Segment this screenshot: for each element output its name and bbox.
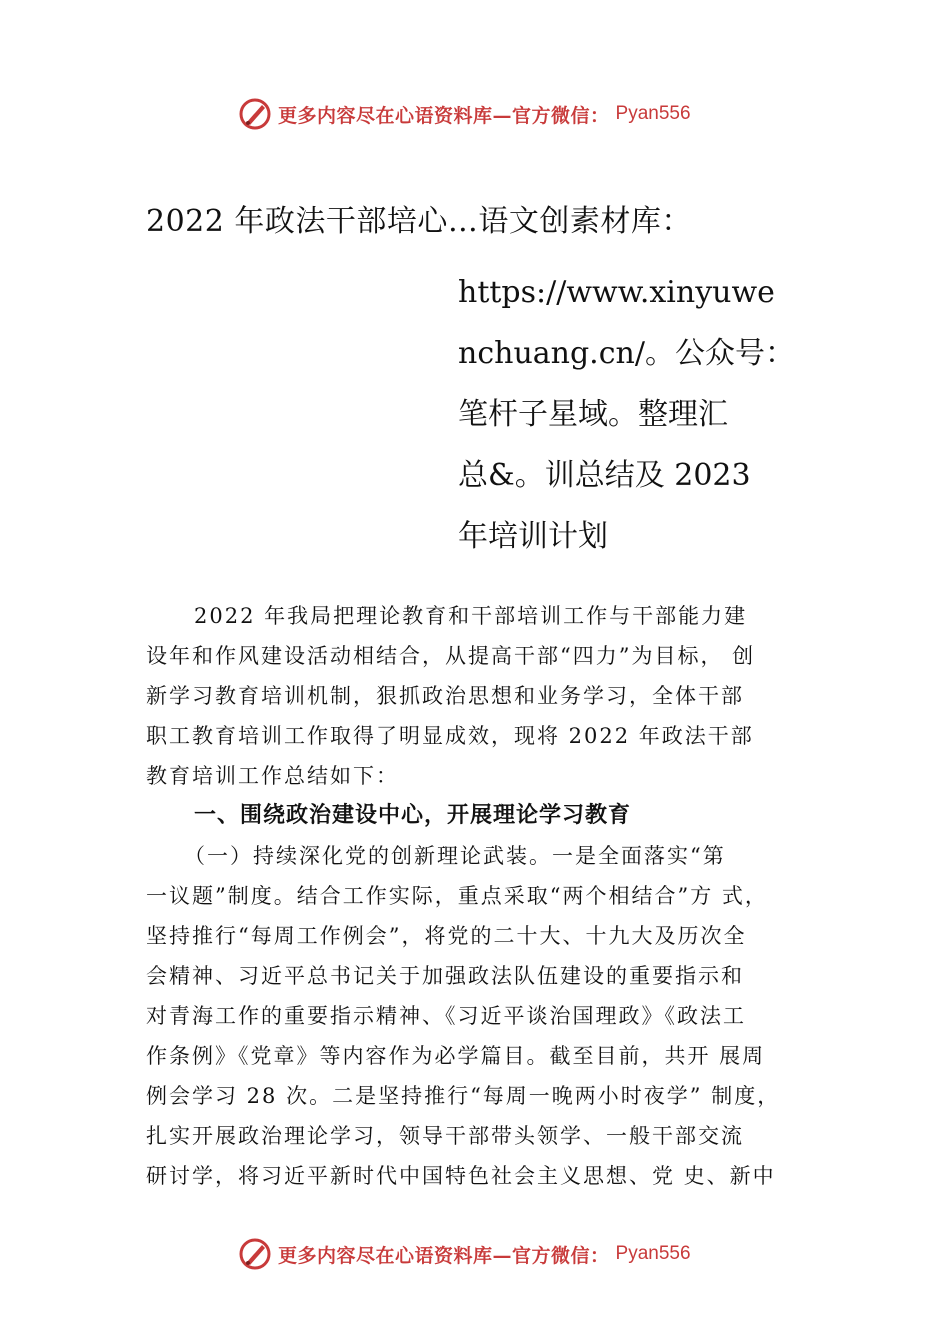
paragraph-line: 新学习教育培训机制，狠抓政治思想和业务学习，全体干部 — [146, 684, 744, 708]
paragraph-line: 对青海工作的重要指示精神、《习近平谈治国理政》《政法工 — [146, 1004, 746, 1028]
title-line: 年培训计划 — [458, 519, 608, 554]
paragraph-line: 会精神、习近平总书记关于加强政法队伍建设的重要指示和 — [146, 964, 744, 988]
paragraph-line: 例会学习 28 次。二是坚持推行“每周一晚两小时夜学” 制度， — [146, 1084, 781, 1108]
title-line: https://www.xinyuwe — [458, 275, 775, 310]
document-title-block — [458, 262, 828, 567]
pen-seal-logo-icon — [238, 97, 272, 131]
title-line: nchuang.cn/。公众号： — [458, 336, 795, 371]
document-body — [146, 596, 826, 1196]
banner-text: 更多内容尽在心语资料库—官方微信： — [278, 104, 610, 127]
paragraph-line: 坚持推行“每周工作例会”，将党的二十大、十九大及历次全 — [146, 924, 747, 948]
paragraph-line: 一议题”制度。结合工作实际，重点采取“两个相结合”方 式， — [146, 884, 768, 908]
banner-text: 更多内容尽在心语资料库—官方微信： — [278, 1244, 610, 1267]
document-title-line1: 2022 年政法干部培心…语文创素材库： — [146, 204, 692, 239]
paragraph-line: 作条例》《党章》等内容作为必学篇目。截至目前，共开 展周 — [146, 1044, 766, 1068]
title-line: 笔杆子星域。整理汇 — [458, 397, 728, 432]
paragraph-line: 设年和作风建设活动相结合，从提高干部“四力”为目标， 创 — [146, 644, 756, 668]
header-banner — [238, 96, 691, 132]
banner-wechat-id: Pyan556 — [615, 103, 691, 124]
paragraph-line: 2022 年我局把理论教育和干部培训工作与干部能力建 — [194, 604, 748, 628]
paragraph-line: 教育培训工作总结如下： — [146, 764, 399, 788]
section-heading: 一、围绕政治建设中心，开展理论学习教育 — [194, 803, 632, 828]
title-line: 总&。训总结及 2023 — [458, 458, 751, 493]
paragraph-line: （一）持续深化党的创新理论武装。一是全面落实“第 — [184, 844, 726, 868]
paragraph-line: 职工教育培训工作取得了明显成效，现将 2022 年政法干部 — [146, 724, 754, 748]
banner-wechat-id: Pyan556 — [615, 1243, 691, 1264]
paragraph-line: 扎实开展政治理论学习，领导干部带头领学、一般干部交流 — [146, 1124, 744, 1148]
footer-banner — [238, 1236, 691, 1272]
pen-seal-logo-icon — [238, 1237, 272, 1271]
paragraph-line: 研讨学，将习近平新时代中国特色社会主义思想、党 史、新中 — [146, 1164, 776, 1188]
